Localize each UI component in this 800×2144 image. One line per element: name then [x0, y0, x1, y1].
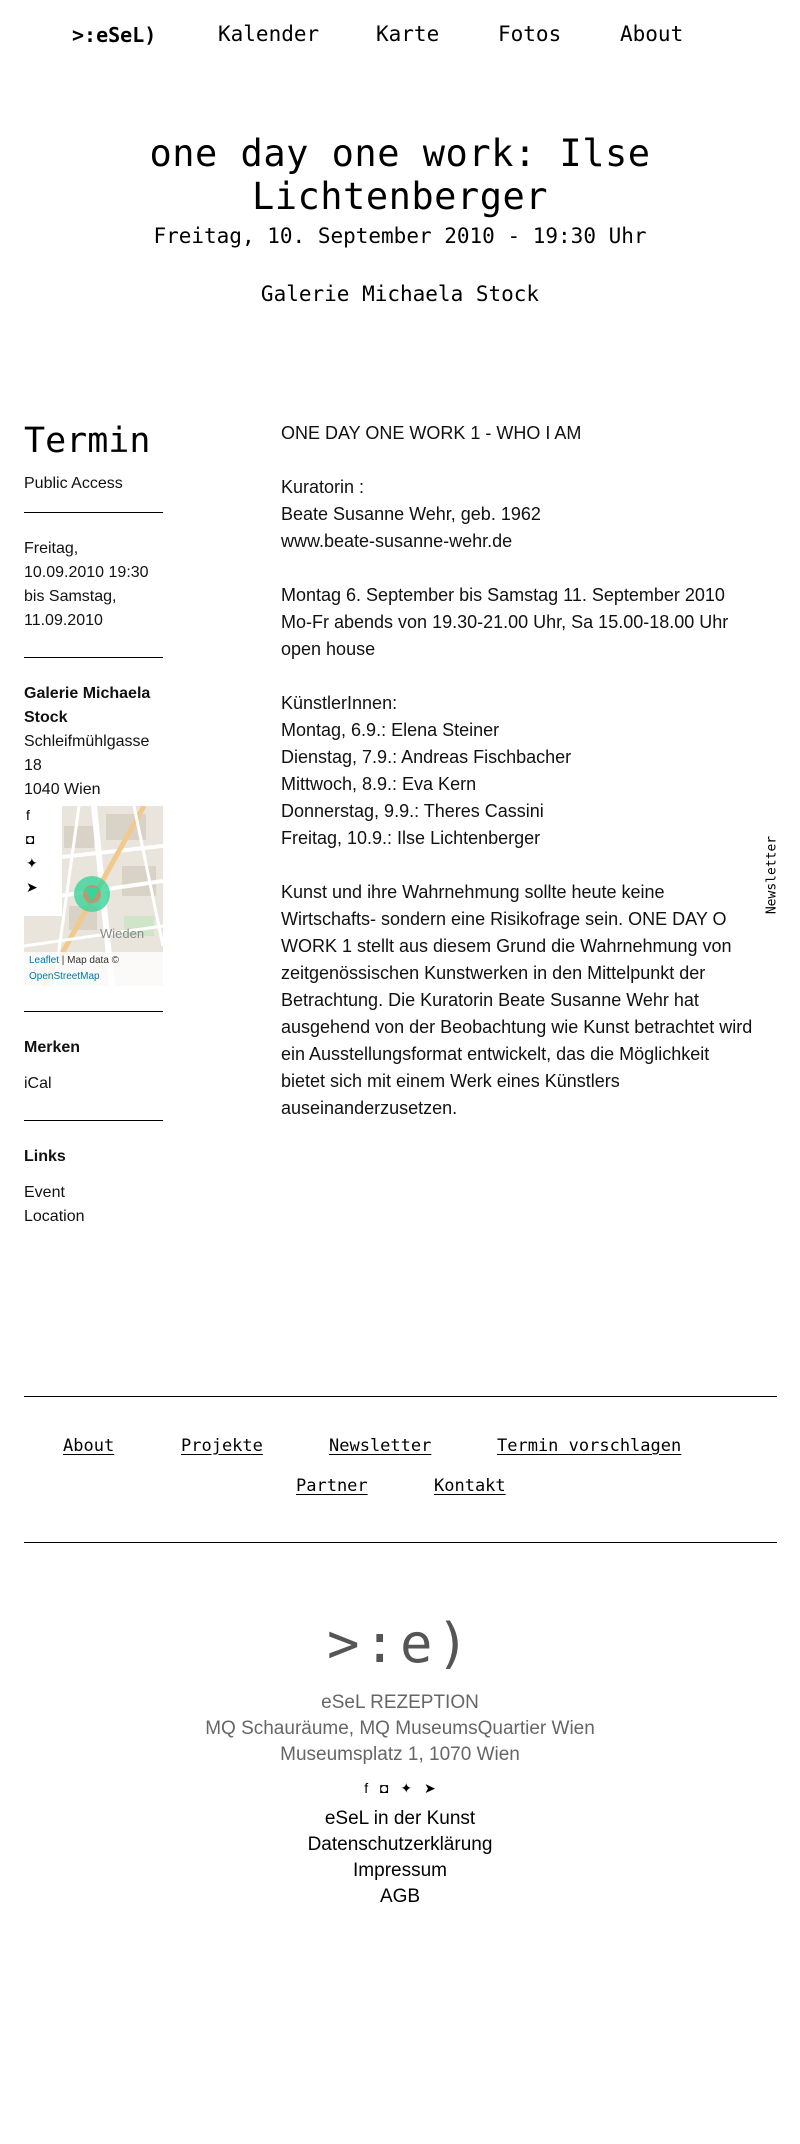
footer-about[interactable]: About [63, 1436, 115, 1456]
footer-org: eSeL REZEPTION [321, 1692, 479, 1713]
text-line: Beate Susanne Wehr, geb. 1962 [281, 504, 541, 524]
newsletter-tab[interactable] [758, 830, 786, 920]
ical-link[interactable]: iCal [24, 1075, 52, 1092]
address-line: Schleifmühlgasse [24, 733, 150, 750]
openstreetmap-link[interactable]: OpenStreetMap [29, 971, 100, 982]
top-nav [0, 22, 800, 52]
description-body [281, 879, 781, 1122]
text-line: Kunst und ihre Wahrnehmung sollte heute keine [281, 882, 665, 902]
nav-about[interactable]: About [620, 22, 684, 46]
venue-address [24, 682, 164, 802]
footer-impressum[interactable]: Impressum [353, 1860, 447, 1881]
event-link[interactable]: Event [24, 1184, 65, 1201]
text-line: Montag 6. September bis Samstag 11. September 2010 [281, 585, 725, 605]
text-line: Donnerstag, 9.9.: Theres Cassini [281, 801, 544, 821]
divider [24, 1120, 163, 1121]
map-attribution [24, 952, 163, 986]
description-title: ONE DAY ONE WORK 1 - WHO I AM [281, 423, 582, 443]
location-map[interactable] [24, 806, 163, 986]
location-link[interactable]: Location [24, 1208, 85, 1225]
facebook-icon[interactable]: f [364, 1780, 369, 1796]
event-venue: Galerie Michaela Stock [260, 282, 540, 306]
divider [24, 512, 163, 513]
text-line: Mittwoch, 8.9.: Eva Kern [281, 774, 477, 794]
text-line: Dienstag, 7.9.: Andreas Fischbacher [281, 747, 572, 767]
text-line: auseinanderzusetzen. [281, 1098, 458, 1118]
esel-logo-link[interactable]: >:eSeL) [72, 23, 157, 47]
footer-divider [24, 1396, 777, 1397]
divider [24, 1011, 163, 1012]
nav-karte[interactable]: Karte [376, 22, 440, 46]
event-dates [24, 537, 164, 633]
twitter-icon[interactable]: ✦ [400, 1780, 413, 1796]
schedule-block [281, 582, 781, 663]
text-line: Montag, 6.9.: Elena Steiner [281, 720, 500, 740]
links-heading: Links [24, 1148, 66, 1165]
footer-kontakt[interactable]: Kontakt [434, 1476, 506, 1496]
ical-link-wrap [24, 1072, 164, 1096]
telegram-icon[interactable]: ➤ [424, 1780, 436, 1796]
instagram-icon[interactable]: ◘ [380, 1780, 389, 1796]
facebook-icon[interactable]: f [26, 807, 30, 823]
text-line: WORK 1 stellt aus diesem Grund die Wahrnehmung von [281, 936, 732, 956]
date-line: 10.09.2010 19:30 [24, 564, 149, 581]
text-line: ein Ausstellungsformat entwickelt, das die Möglichkeit [281, 1044, 710, 1064]
footer-divider [24, 1542, 777, 1543]
event-sidebar [24, 420, 164, 1229]
footer-datenschutz[interactable]: Datenschutzerklärung [307, 1834, 493, 1855]
text-line: Mo-Fr abends von 19.30-21.00 Uhr, Sa 15.00-18.00 Uhr [281, 612, 729, 632]
newsletter-tab-label: Newsletter [764, 835, 780, 915]
map-social-overlay [24, 806, 62, 916]
date-line: bis Samstag, [24, 588, 117, 605]
text-line: Betrachtung. Die Kuratorin Beate Susanne Wehr hat [281, 990, 699, 1010]
text-line: open house [281, 639, 376, 659]
map-district-label: Wieden [100, 926, 145, 941]
footer-address-1: MQ Schauräume, MQ MuseumsQuartier Wien [205, 1718, 595, 1739]
merken-heading: Merken [24, 1039, 81, 1056]
artists-block [281, 690, 781, 852]
venue-name-line: Galerie Michaela [24, 685, 151, 702]
address-line: 1040 Wien [24, 781, 101, 798]
links-list [24, 1181, 164, 1229]
nav-fotos[interactable]: Fotos [498, 22, 562, 46]
text-line: KünstlerInnen: [281, 693, 398, 713]
venue-name-line: Stock [24, 709, 68, 726]
date-line: 11.09.2010 [24, 612, 103, 629]
text-line: ausgehend von der Beobachtung wie Kunst betrachtet wird [281, 1017, 753, 1037]
event-title: one day one work: Ilse Lichtenberger [149, 132, 651, 218]
address-line: 18 [24, 757, 42, 774]
nav-kalender[interactable]: Kalender [218, 22, 320, 46]
curator-block [281, 474, 781, 555]
text-line: bietet sich mit einem Werk eines Künstlers [281, 1071, 620, 1091]
attribution-text: | Map data © [59, 955, 120, 966]
footer-logo: >:e) [326, 1612, 474, 1675]
event-description [281, 420, 781, 1149]
footer-social-icons [0, 1780, 800, 1797]
leaflet-link[interactable]: Leaflet [29, 955, 60, 966]
text-line: zeitgenössischen Kunstwerken in den Mittelpunkt der [281, 963, 706, 983]
text-line: Freitag, 10.9.: Ilse Lichtenberger [281, 828, 541, 848]
access-label: Public Access [24, 475, 123, 492]
twitter-icon[interactable]: ✦ [26, 855, 38, 871]
event-datetime: Freitag, 10. September 2010 - 19:30 Uhr [153, 224, 647, 248]
instagram-icon[interactable]: ◘ [26, 831, 35, 847]
footer-newsletter[interactable]: Newsletter [329, 1436, 432, 1456]
footer-address-2: Museumsplatz 1, 1070 Wien [280, 1744, 520, 1765]
telegram-icon[interactable]: ➤ [26, 879, 38, 895]
text-line: www.beate-susanne-wehr.de [281, 531, 513, 551]
termin-heading: Termin [24, 421, 151, 461]
footer-projekte[interactable]: Projekte [181, 1436, 263, 1456]
footer-termin-vorschlagen[interactable]: Termin vorschlagen [497, 1436, 682, 1456]
text-line: Wirtschafts- sondern eine Risikofrage sein. ONE DAY O [281, 909, 727, 929]
footer-agb[interactable]: AGB [379, 1886, 421, 1907]
footer-esel-in-der-kunst[interactable]: eSeL in der Kunst [324, 1808, 476, 1829]
divider [24, 657, 163, 658]
text-line: Kuratorin : [281, 477, 365, 497]
footer-partner[interactable]: Partner [296, 1476, 368, 1496]
date-line: Freitag, [24, 540, 79, 557]
